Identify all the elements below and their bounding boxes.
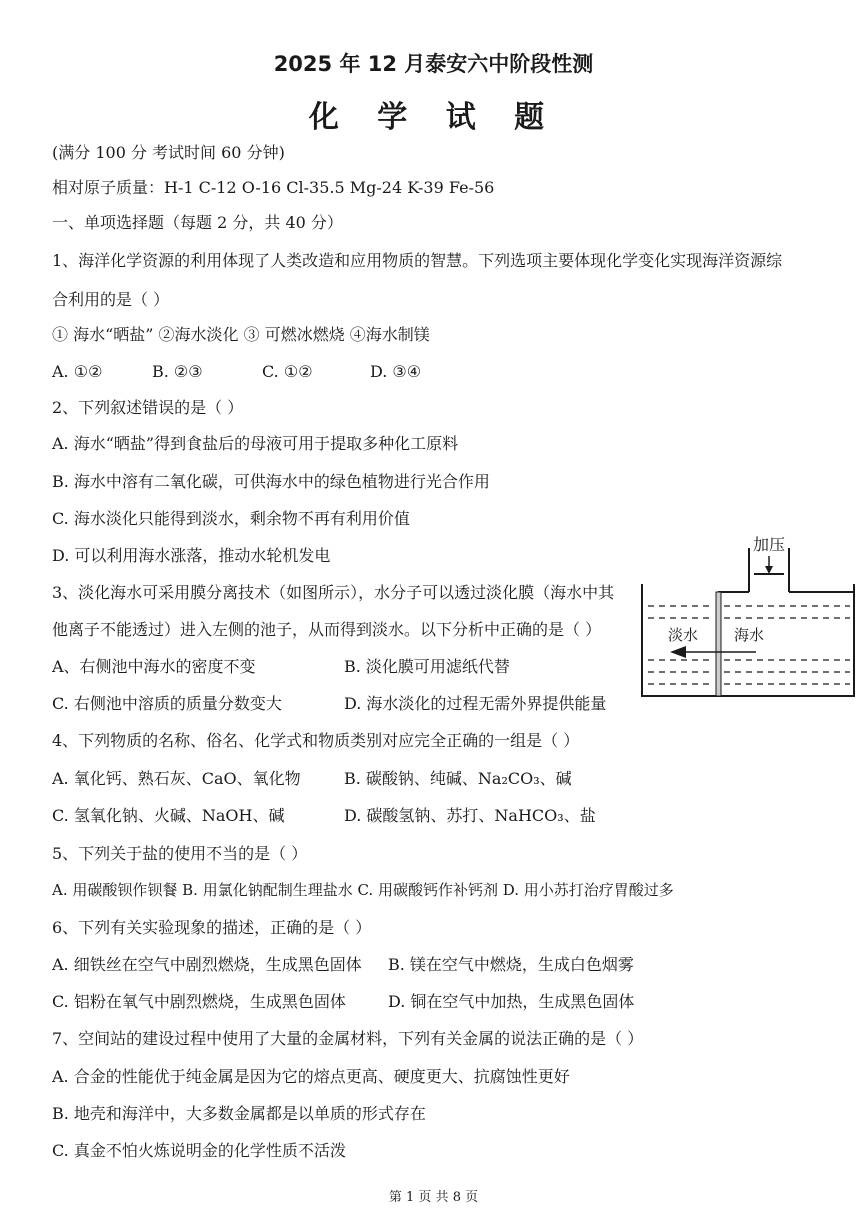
flow-arrowhead-icon	[670, 646, 686, 658]
membrane-diagram-svg	[636, 528, 862, 710]
question-6-stem: 6、下列有关实验现象的描述，正确的是（ ）	[52, 918, 372, 937]
question-2-stem: 2、下列叙述错误的是（ ）	[52, 398, 244, 417]
question-1-option-c: C. ①②	[262, 362, 313, 381]
pressure-arrowhead-icon	[765, 566, 773, 574]
membrane-diagram	[636, 528, 862, 714]
question-2-option-d: D. 可以利用海水涨落，推动水轮机发电	[52, 546, 331, 565]
question-6-option-d: D. 铜在空气中加热，生成黑色固体	[388, 992, 635, 1011]
exam-title: 2025 年 12 月泰安六中阶段性测	[273, 52, 594, 76]
question-7-option-a: A. 合金的性能优于纯金属是因为它的熔点更高、硬度更大、抗腐蚀性更好	[52, 1067, 570, 1086]
question-4-option-d: D. 碳酸氢钠、苏打、NaHCO₃、盐	[344, 806, 596, 825]
question-2-option-b: B. 海水中溶有二氧化碳，可供海水中的绿色植物进行光合作用	[52, 472, 490, 491]
question-6-option-b: B. 镁在空气中燃烧，生成白色烟雾	[388, 955, 634, 974]
membrane	[716, 592, 721, 696]
question-4-option-a: A. 氧化钙、熟石灰、CaO、氧化物	[52, 769, 301, 788]
question-7-stem: 7、空间站的建设过程中使用了大量的金属材料，下列有关金属的说法正确的是（ ）	[52, 1029, 644, 1048]
score-time-info: (满分 100 分 考试时间 60 分钟)	[52, 143, 285, 162]
question-4-option-b: B. 碳酸钠、纯碱、Na₂CO₃、碱	[344, 769, 572, 788]
question-4-stem: 4、下列物质的名称、俗名、化学式和物质类别对应完全正确的一组是（ ）	[52, 731, 580, 750]
question-3-option-d: D. 海水淡化的过程无需外界提供能量	[344, 694, 607, 713]
question-3-option-b: B. 淡化膜可用滤纸代替	[344, 657, 510, 676]
question-2-option-c: C. 海水淡化只能得到淡水，剩余物不再有利用价值	[52, 509, 410, 528]
sea-water-label: 海水	[734, 626, 765, 644]
question-5-stem: 5、下列关于盐的使用不当的是（ ）	[52, 844, 308, 863]
question-1-items: ① 海水“晒盐” ②海水淡化 ③ 可燃冰燃烧 ④海水制镁	[52, 325, 430, 344]
question-1-option-b: B. ②③	[152, 362, 203, 381]
question-3-stem-line2: 他离子不能透过）进入左侧的池子，从而得到淡水。以下分析中正确的是（ ）	[52, 620, 602, 639]
question-6-option-a: A. 细铁丝在空气中剧烈燃烧，生成黑色固体	[52, 955, 362, 974]
question-3-stem-line1: 3、淡化海水可采用膜分离技术（如图所示），水分子可以透过淡化膜（海水中其	[52, 583, 615, 602]
question-7-option-b: B. 地壳和海洋中，大多数金属都是以单质的形式存在	[52, 1104, 426, 1123]
question-1-stem-line2: 合利用的是（ ）	[52, 290, 170, 309]
water-lines	[648, 606, 850, 684]
question-1-option-d: D. ③④	[370, 362, 422, 381]
question-6-option-c: C. 铝粉在氧气中剧烈燃烧，生成黑色固体	[52, 992, 346, 1011]
atomic-mass-info: 相对原子质量：H-1 C-12 O-16 Cl-35.5 Mg-24 K-39 Fe-56	[52, 178, 495, 197]
question-3-option-c: C. 右侧池中溶质的质量分数变大	[52, 694, 282, 713]
subject-title: 化 学 试 题	[308, 100, 559, 135]
question-1-stem-line1: 1、海洋化学资源的利用体现了人类改造和应用物质的智慧。下列选项主要体现化学变化实现海洋资源综	[52, 251, 783, 270]
page-footer: 第 1 页 共 8 页	[388, 1190, 479, 1205]
question-5-options: A. 用碳酸钡作钡餐 B. 用氯化钠配制生理盐水 C. 用碳酸钙作补钙剂 D. 用小苏打治疗胃酸过多	[52, 881, 674, 899]
pressure-label: 加压	[753, 535, 786, 554]
question-4-option-c: C. 氢氧化钠、火碱、NaOH、碱	[52, 806, 285, 825]
section-heading: 一、单项选择题（每题 2 分，共 40 分）	[52, 213, 343, 232]
question-7-option-c: C. 真金不怕火炼说明金的化学性质不活泼	[52, 1141, 346, 1160]
question-1-option-a: A. ①②	[52, 362, 103, 381]
question-3-option-a: A、右侧池中海水的密度不变	[52, 657, 256, 676]
question-2-option-a: A. 海水“晒盐”得到食盐后的母液可用于提取多种化工原料	[52, 434, 459, 453]
fresh-water-label: 淡水	[668, 626, 699, 644]
